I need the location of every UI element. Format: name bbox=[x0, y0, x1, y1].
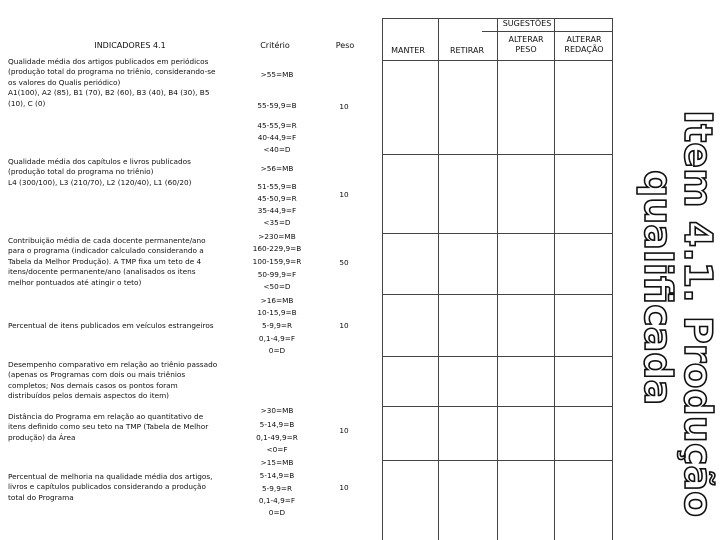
grid-hline bbox=[382, 18, 613, 19]
side-title-line-1: Item 4.1. Produção bbox=[676, 110, 720, 518]
header-criterio: Critério bbox=[260, 41, 290, 50]
side-title-line-2: qualificada bbox=[636, 170, 680, 406]
row-7-criterio-2: 5-14,9=B bbox=[259, 471, 295, 480]
row-6-criterio-3: 0,1-49,9=R bbox=[256, 433, 298, 442]
row-3-criterio-4: 50-99,9=F bbox=[257, 270, 297, 279]
grid-vline bbox=[497, 18, 498, 540]
row-1-peso: 10 bbox=[339, 102, 349, 111]
row-3-criterio-3: 100-159,9=R bbox=[252, 257, 302, 266]
row-1-indicador-line: os valores do Qualis periódico) bbox=[8, 77, 121, 87]
row-7-indicador-line: Percentual de melhoria na qualidade média dos artigos, bbox=[8, 472, 213, 481]
side-title bbox=[610, 110, 720, 540]
row-6-indicador-line: Distância do Programa em relação ao quantitativo de bbox=[8, 412, 204, 421]
row-6-criterio-1: >30=MB bbox=[260, 406, 294, 415]
row-2-indicador-line: Qualidade média dos capítulos e livros publicados bbox=[8, 157, 191, 166]
row-2-indicador bbox=[8, 157, 191, 188]
row-3-criterio-2: 160-229,9=B bbox=[252, 244, 302, 253]
row-7-indicador bbox=[8, 472, 212, 503]
row-3-indicador-line: melhor pontuados até atingir o teto) bbox=[8, 277, 142, 287]
grid-hline bbox=[382, 356, 613, 357]
row-2-criterio-4: 35-44,9=F bbox=[257, 206, 297, 215]
row-1-criterio-5: <40=D bbox=[263, 145, 291, 154]
grid-hline bbox=[382, 60, 613, 61]
grid-hline bbox=[382, 460, 613, 461]
row-5-indicador bbox=[8, 360, 217, 402]
row-5-indicador-line: Desempenho comparativo em relação ao triênio passado bbox=[8, 360, 218, 369]
header-retirar: RETIRAR bbox=[449, 46, 485, 55]
row-4-criterio-2: 10-15,9=B bbox=[257, 308, 297, 317]
row-5-indicador-line: completos; Nos demais casos os pontos foram bbox=[8, 380, 178, 390]
row-1-indicador bbox=[8, 57, 216, 109]
header-indicadores: INDICADORES 4.1 bbox=[94, 41, 166, 50]
row-2-indicador-line: L4 (300/100), L3 (210/70), L2 (120/40), L1 (60/20) bbox=[8, 177, 192, 187]
row-7-criterio-3: 5-9,9=R bbox=[261, 484, 293, 493]
header-alterar-peso-line1: ALTERAR bbox=[508, 35, 544, 44]
grid-vline bbox=[438, 18, 439, 540]
grid-hline bbox=[382, 294, 613, 295]
header-alterar-redacao-line1: ALTERAR bbox=[566, 35, 602, 44]
row-1-indicador-line: (produção total do programa no triênio, considerando-se bbox=[8, 67, 216, 77]
suggestions-grid bbox=[382, 18, 613, 540]
grid-hline bbox=[382, 233, 613, 234]
header-alterar-peso-line2: PESO bbox=[515, 45, 537, 54]
row-3-peso: 50 bbox=[339, 258, 349, 267]
row-7-indicador-line: livros e capítulos publicados considerando a produção bbox=[8, 482, 206, 492]
row-1-criterio-3: 45-55,9=R bbox=[257, 121, 297, 130]
row-7-indicador-line: total do Programa bbox=[8, 492, 74, 502]
row-1-indicador-line: A1(100), A2 (85), B1 (70), B2 (60), B3 (40), B4 (30), B5 bbox=[8, 88, 210, 98]
row-6-indicador-line: itens definido como seu teto na TMP (Tabela de Melhor bbox=[8, 422, 209, 432]
row-7-peso: 10 bbox=[339, 483, 349, 492]
row-3-indicador bbox=[8, 236, 206, 288]
row-6-peso: 10 bbox=[339, 426, 349, 435]
row-3-indicador-line: Contribuição média de cada docente permanente/ano bbox=[8, 236, 206, 245]
grid-hline bbox=[382, 406, 613, 407]
row-4-criterio-5: 0=D bbox=[268, 346, 286, 355]
row-3-indicador-line: itens/docente permanente/ano (analisados os itens bbox=[8, 267, 196, 277]
row-6-criterio-4: <0=F bbox=[266, 445, 288, 454]
row-1-indicador-line: Qualidade média dos artigos publicados em periódicos bbox=[8, 57, 209, 66]
row-3-indicador-line: Tabela da Melhor Produção). A TMP fixa um teto de 4 bbox=[8, 256, 202, 266]
row-4-indicador-line: Percentual de itens publicados em veículos estrangeiros bbox=[8, 321, 214, 330]
row-1-indicador-line: (10), C (0) bbox=[8, 98, 46, 108]
row-1-criterio-2: 55-59,9=B bbox=[257, 101, 297, 110]
row-3-indicador-line: para o programa (indicador calculado considerando a bbox=[8, 246, 204, 256]
row-2-criterio-3: 45-50,9=R bbox=[257, 194, 297, 203]
grid-hline bbox=[482, 31, 613, 32]
row-2-criterio-1: >56=MB bbox=[260, 164, 294, 173]
row-6-indicador-line: produção) da Área bbox=[8, 432, 76, 442]
row-5-indicador-line: (apenas os Programas com dois ou mais triênios bbox=[8, 370, 186, 380]
row-4-criterio-3: 5-9,9=R bbox=[261, 321, 293, 330]
grid-hline bbox=[382, 154, 613, 155]
row-7-criterio-5: 0=D bbox=[268, 508, 286, 517]
row-6-criterio-2: 5-14,9=B bbox=[259, 420, 295, 429]
row-1-criterio-4: 40-44,9=F bbox=[257, 133, 297, 142]
row-5-indicador-line: distribuídos pelos demais aspectos do item) bbox=[8, 391, 170, 401]
row-7-criterio-1: >15=MB bbox=[260, 458, 294, 467]
row-1-criterio-1: >55=MB bbox=[260, 70, 294, 79]
row-3-criterio-1: >230=MB bbox=[258, 232, 296, 241]
row-4-criterio-4: 0,1-4,9=F bbox=[258, 334, 296, 343]
grid-vline bbox=[382, 18, 383, 540]
header-peso: Peso bbox=[335, 41, 355, 50]
grid-vline bbox=[554, 18, 555, 540]
header-manter: MANTER bbox=[391, 46, 425, 55]
row-3-criterio-5: <50=D bbox=[263, 282, 291, 291]
row-4-criterio-1: >16=MB bbox=[260, 296, 294, 305]
row-4-indicador bbox=[8, 321, 214, 331]
row-2-indicador-line: (produção total do programa no triênio) bbox=[8, 167, 154, 177]
row-2-criterio-2: 51-55,9=B bbox=[257, 182, 297, 191]
row-2-criterio-5: <35=D bbox=[263, 218, 291, 227]
header-sugestoes: SUGESTÕES bbox=[502, 19, 552, 28]
row-4-peso: 10 bbox=[339, 321, 349, 330]
header-alterar-redacao-line2: REDAÇÃO bbox=[564, 45, 604, 54]
row-7-criterio-4: 0,1-4,9=F bbox=[258, 496, 296, 505]
row-6-indicador bbox=[8, 412, 208, 443]
row-2-peso: 10 bbox=[339, 190, 349, 199]
